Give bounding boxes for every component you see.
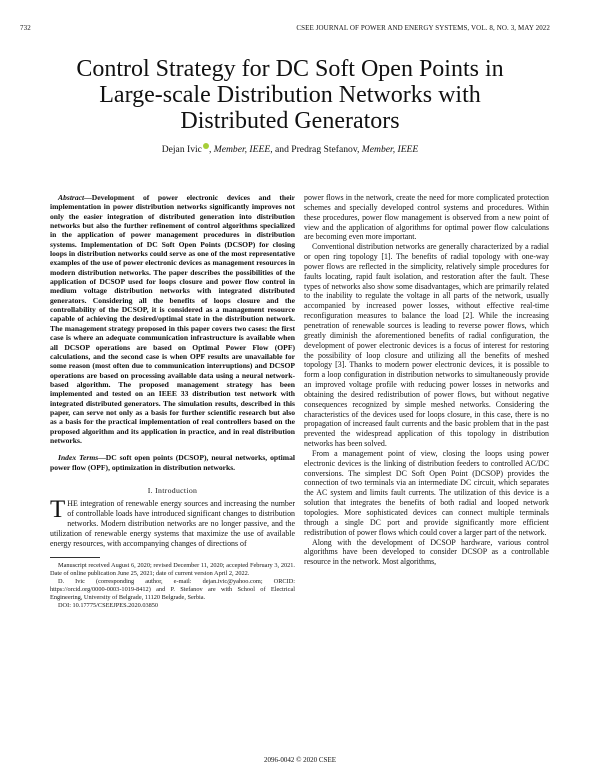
abstract-text: —Development of power electronic devices and their implementation in power distribution networks significantly improves not only the easier integration of distributed generation into distribution networks but also the further refinement of control algorithms specialized in the application of power management procedures in distribution systems. Implementation of DC Soft Open Points (DCSOP) for closing loops in distribution networks could serve as one of the most representative examples of the use of power electronic devices as management resources in modern distribution networks. The paper describes the possibilities of the application of DCSOP used for loops closure and power flow control in medium voltage distribution networks with integrated distributed generators. Considering all the benefits of loops closure and the controllability of the DCSOP, it is considered as a management resource capable of achieving the desired/optimal state in the distribution network. The management strategy proposed in this paper covers two cases: the first case is where an adequate communication infrastructure is available when all DCSOP operations are based on Optimal Power Flow (OPF) calculations, and the second case is when OPF results are unavailable for some reason (most often due to communication interruptions) and DCSOP operations are based on processing available data using a neural network-based algorithm. The proposed management strategy has been implemented and tested on an IEEE 33 distribution test network with integrated distributed generators. The simulation results, described in this paper, can serve not only as a basis for further scientific research but also as a basis for the practical implementation of real controllers based on the proposed algorithm and its application in practice, and in real distribution networks. (50, 193, 295, 445)
index-terms-lead: Index Terms (58, 453, 99, 463)
page-footer: 2096-0042 © 2020 CSEE (263, 756, 336, 764)
abstract-lead: Abstract (58, 193, 85, 202)
footnote-affiliation: D. Ivic (corresponding author, e-mail: dejan.ivic@yahoo.com; ORCID: https://orcid.org/0000-0003-1019-8412) and P. Stefanov are with School of Electrical Engineering, University of Belgrade, 11120 Belgrade, Serbia. (50, 577, 295, 601)
index-terms-text: —DC soft open points (DCSOP), neural networks, optimal power flow (OPF), optimization in distribution networks. (50, 453, 296, 472)
body-paragraph: From a management point of view, closing the loops using power electronic devices is the linking of distribution feeders to controlled AC/DC conversions. The simplest DC Soft Open Point (DCSOP) provides the connection of two terminals via an intermediate DC circuit, which separates the AC system and limits fault currents. The utilization of this device is a solution that integrates the benefits of both radial and looped network topologies. More sophisticated devices can connect multiple terminals through a single DC port and provide significantly more efficient redistribution of power flows which could cover a larger part of the network. (304, 448, 549, 537)
journal-name: CSEE JOURNAL OF POWER AND ENERGY SYSTEMS, VOL. 8, NO. 3, MAY 2022 (296, 24, 550, 32)
right-column (304, 193, 549, 567)
body-paragraph: Along with the development of DCSOP hardware, various control algorithms have been developed to consider DCSOP as a controllable resource in the network. Most algorithms, (304, 537, 549, 567)
author-role: Member, IEEE (361, 144, 419, 155)
drop-cap: T (50, 496, 66, 524)
body-paragraph: power flows in the network, create the need for more complicated protection schemes and specially developed control systems and procedures. Within these procedures, power flow management is observed from a new point of view and the application of algorithms for optimal power flow calculations are becoming even more important. (304, 193, 549, 242)
orcid-icon[interactable] (203, 143, 209, 149)
author-name: Dejan Ivic (161, 144, 202, 155)
author-role: Member, IEEE (213, 144, 271, 155)
footnote-divider (50, 557, 100, 558)
paper-title: Control Strategy for DC Soft Open Points in Large-scale Distribution Networks with Distributed Generators (76, 56, 504, 134)
index-terms (50, 453, 295, 472)
intro-text: HE integration of renewable energy sources and increasing the number of controllable loads have introduced significant changes to distribution networks. Modern distribution networks are no longer passive, and the utilization of renewable energy systems that maximize the use of available energy resources, with accompanying changes of directions of (50, 499, 295, 548)
intro-paragraph (50, 496, 295, 549)
body-paragraph: Conventional distribution networks are generally characterized by a radial or open ring topology [1]. The benefits of radial topology with one-way power flows are reflected in the simplicity, relatively simple procedures for faults locating, rapid fault isolation, and restoration after the fault. These types of networks also show some disadvantages, which are primarily related to the inability to regulate the voltage in all parts of the network, usually accompanied by increased power losses, without effective real-time reconfiguration measures to balance the load [2]. While the increasing penetration of renewable sources is leading to reverse power flows, which greatly diminish the aforementioned benefits of radial configuration, the development of power electronic devices is a focus of interest for restoring the possibility of loop closure and utilizing all the benefits of meshed topology [3]. Thanks to modern power electronic devices, it is possible to form a loop configuration in distribution networks to simultaneously provide an improved voltage profile with reducing power losses in networks and obtaining the desired redistribution of power flows, but without negative consequences recognized by simple meshed networks. Considering the characteristics of the devices used for loops closure, in this case, there is no propagation of increased fault currents and the basic problem that in the past prevented the widespread application of this topology in distribution networks has been solved. (304, 242, 549, 449)
abstract (50, 193, 295, 445)
footnote-doi: DOI: 10.17775/CSEEJPES.2020.03850 (58, 601, 159, 609)
footnote-manuscript: Manuscript received August 6, 2020; revised December 11, 2020; accepted February 3, 2021. Date of online publication June 25, 2021; date of current version April 2, 2022. (50, 561, 295, 577)
page-number: 732 (20, 24, 31, 32)
section-heading: I. Introduction (147, 485, 198, 495)
author-name: Predrag Stefanov (291, 144, 357, 155)
running-header (20, 24, 550, 36)
author-line: Dejan Ivic , Member, IEEE, and Predrag Stefanov, Member, IEEE (161, 144, 419, 155)
left-column (50, 193, 295, 610)
